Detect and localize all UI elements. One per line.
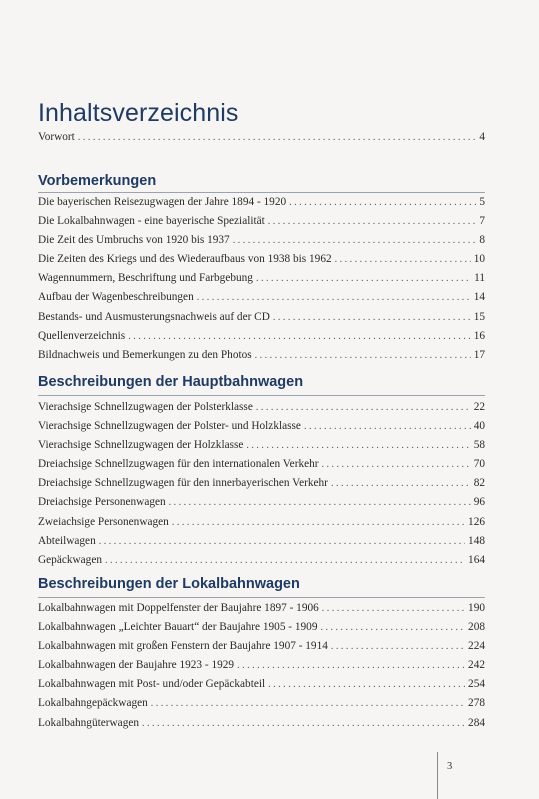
toc-entry-page: 17: [473, 348, 485, 361]
dot-leader: [105, 551, 465, 570]
toc-entry-label: Vierachsige Schnellzugwagen der Polsterklasse: [38, 401, 253, 413]
toc-entry-label: Die Lokalbahnwagen - eine bayerische Spezialität: [38, 215, 265, 228]
dot-leader: [335, 250, 471, 269]
toc-entry: [38, 599, 485, 618]
toc-entry: [38, 417, 485, 436]
dot-leader: [151, 694, 465, 713]
toc-entry: [38, 436, 485, 455]
toc-entry-page: 22: [473, 401, 485, 413]
toc-entry-label: Vierachsige Schnellzugwagen der Holzklasse: [38, 439, 244, 452]
toc-entry-page: 254: [468, 678, 485, 691]
toc-entry: [38, 637, 485, 656]
toc-entry-label: Aufbau der Wagenbeschreibungen: [38, 291, 194, 304]
toc-entry-label: Lokalbahngepäckwagen: [38, 697, 148, 710]
dot-leader: [320, 618, 465, 637]
toc-entry-page: 8: [479, 234, 485, 247]
toc-entry-label: Die Zeit des Umbruchs von 1920 bis 1937: [38, 234, 230, 247]
section-rule: [38, 395, 485, 396]
toc-entry: [38, 212, 485, 231]
toc-entry-label: Lokalbahnwagen mit großen Fenstern der Baujahre 1907 - 1914: [38, 640, 328, 653]
dot-leader: [256, 398, 471, 417]
toc-entry: [38, 193, 485, 212]
dot-leader: [255, 346, 471, 365]
toc-entry-page: 224: [468, 640, 485, 653]
toc-entry-page: 242: [468, 659, 485, 672]
toc-entry-label: Die Zeiten des Kriegs und des Wiederaufbaus von 1938 bis 1962: [38, 253, 332, 266]
toc-entry-label: Dreiachsige Personenwagen: [38, 496, 166, 509]
page-title: Inhaltsverzeichnis: [38, 98, 239, 127]
page-number: 3: [447, 761, 453, 772]
toc-entry-page: 208: [468, 621, 485, 634]
section-list-vorbemerkungen: [38, 193, 485, 365]
toc-entry-label: Vorwort: [38, 131, 75, 143]
dot-leader: [246, 436, 470, 455]
dot-leader: [331, 474, 471, 493]
toc-entry-page: 7: [479, 215, 485, 228]
toc-entry-label: Lokalbahnwagen mit Post- und/oder Gepäckabteil: [38, 678, 266, 691]
dot-leader: [237, 656, 465, 675]
toc-entry-page: 148: [468, 534, 485, 547]
toc-entry-page: 190: [468, 602, 485, 614]
toc-entry: [38, 250, 485, 269]
toc-entry: [38, 675, 485, 694]
toc-entry-page: 82: [473, 477, 485, 490]
toc-entry-page: 10: [473, 253, 485, 266]
toc-entry: [38, 474, 485, 493]
toc-entry-page: 70: [473, 458, 485, 471]
dot-leader: [256, 269, 471, 288]
dot-leader: [289, 193, 476, 212]
toc-entry-page: 14: [473, 291, 485, 304]
toc-entry: [38, 288, 485, 307]
section-heading-hauptbahnwagen: Beschreibungen der Hauptbahnwagen: [38, 374, 304, 390]
section-list-lokalbahnwagen: [38, 599, 485, 733]
toc-entry-label: Lokalbahnwagen mit Doppelfenster der Baujahre 1897 - 1906: [38, 602, 319, 614]
toc-entry-page: 16: [473, 329, 485, 342]
toc-entry-label: Gepäckwagen: [38, 553, 102, 566]
toc-entry-page: 278: [468, 697, 485, 710]
dot-leader: [172, 513, 465, 532]
toc-entry-page: 96: [473, 496, 485, 509]
dot-leader: [99, 532, 465, 551]
toc-entry: [38, 694, 485, 713]
toc-entry: [38, 128, 485, 147]
toc-entry-page: 164: [468, 553, 485, 566]
toc-entry: [38, 551, 485, 570]
toc-entry-label: Bildnachweis und Bemerkungen zu den Photos: [38, 348, 252, 361]
section-heading-vorbemerkungen: Vorbemerkungen: [38, 173, 157, 189]
dot-leader: [268, 675, 465, 694]
toc-entry: [38, 714, 485, 733]
dot-leader: [78, 128, 477, 147]
toc-entry-label: Die bayerischen Reisezugwagen der Jahre 1894 - 1920: [38, 196, 287, 208]
toc-entry: [38, 513, 485, 532]
dot-leader: [268, 212, 477, 231]
toc-entry-label: Bestands- und Ausmusterungsnachweis auf der CD: [38, 310, 270, 323]
toc-entry: [38, 327, 485, 346]
section-list-hauptbahnwagen: [38, 398, 485, 570]
toc-entry: [38, 231, 485, 250]
toc-entry-label: Lokalbahnwagen „Leichter Bauart“ der Baujahre 1905 - 1909: [38, 621, 318, 634]
toc-entry: [38, 455, 485, 474]
toc-entry-label: Vierachsige Schnellzugwagen der Polster- und Holzklasse: [38, 420, 301, 433]
dot-leader: [331, 637, 465, 656]
dot-leader: [322, 599, 465, 618]
toc-entry-label: Lokalbahngüterwagen: [38, 716, 140, 729]
toc-entry: [38, 493, 485, 512]
dot-leader: [322, 455, 471, 474]
page-number-divider: [437, 752, 438, 799]
toc-entry-page: 126: [468, 515, 485, 528]
toc-entry: [38, 398, 485, 417]
toc-entry: [38, 346, 485, 365]
toc-entry-label: Dreiachsige Schnellzugwagen für den internationalen Verkehr: [38, 458, 319, 471]
toc-entry-page: 11: [474, 272, 485, 285]
dot-leader: [128, 327, 471, 346]
dot-leader: [233, 231, 477, 250]
toc-entry: [38, 269, 485, 288]
toc-entry-page: 58: [473, 439, 485, 452]
toc-entry-label: Dreiachsige Schnellzugwagen für den innerbayerischen Verkehr: [38, 477, 328, 490]
toc-entry-label: Quellenverzeichnis: [38, 329, 126, 342]
dot-leader: [169, 493, 471, 512]
section-rule: [38, 597, 485, 598]
toc-entry-page: 40: [473, 420, 485, 433]
toc-entry-label: Abteilwagen: [38, 534, 96, 547]
toc-entry-label: Zweiachsige Personenwagen: [38, 515, 169, 528]
toc-entry-label: Lokalbahnwagen der Baujahre 1923 - 1929: [38, 659, 235, 672]
toc-entry: [38, 656, 485, 675]
toc-entry: [38, 618, 485, 637]
section-heading-lokalbahnwagen: Beschreibungen der Lokalbahnwagen: [38, 576, 300, 592]
toc-entry-page: 284: [468, 716, 485, 729]
dot-leader: [304, 417, 471, 436]
toc-entry-page: 15: [473, 310, 485, 323]
toc-entry: [38, 532, 485, 551]
dot-leader: [273, 308, 471, 327]
toc-entry-page: 5: [479, 196, 485, 208]
toc-entry: [38, 308, 485, 327]
intro-list: [38, 128, 485, 147]
dot-leader: [142, 714, 465, 733]
toc-entry-label: Wagennummern, Beschriftung und Farbgebung: [38, 272, 253, 285]
toc-entry-page: 4: [479, 131, 485, 143]
dot-leader: [197, 288, 471, 307]
